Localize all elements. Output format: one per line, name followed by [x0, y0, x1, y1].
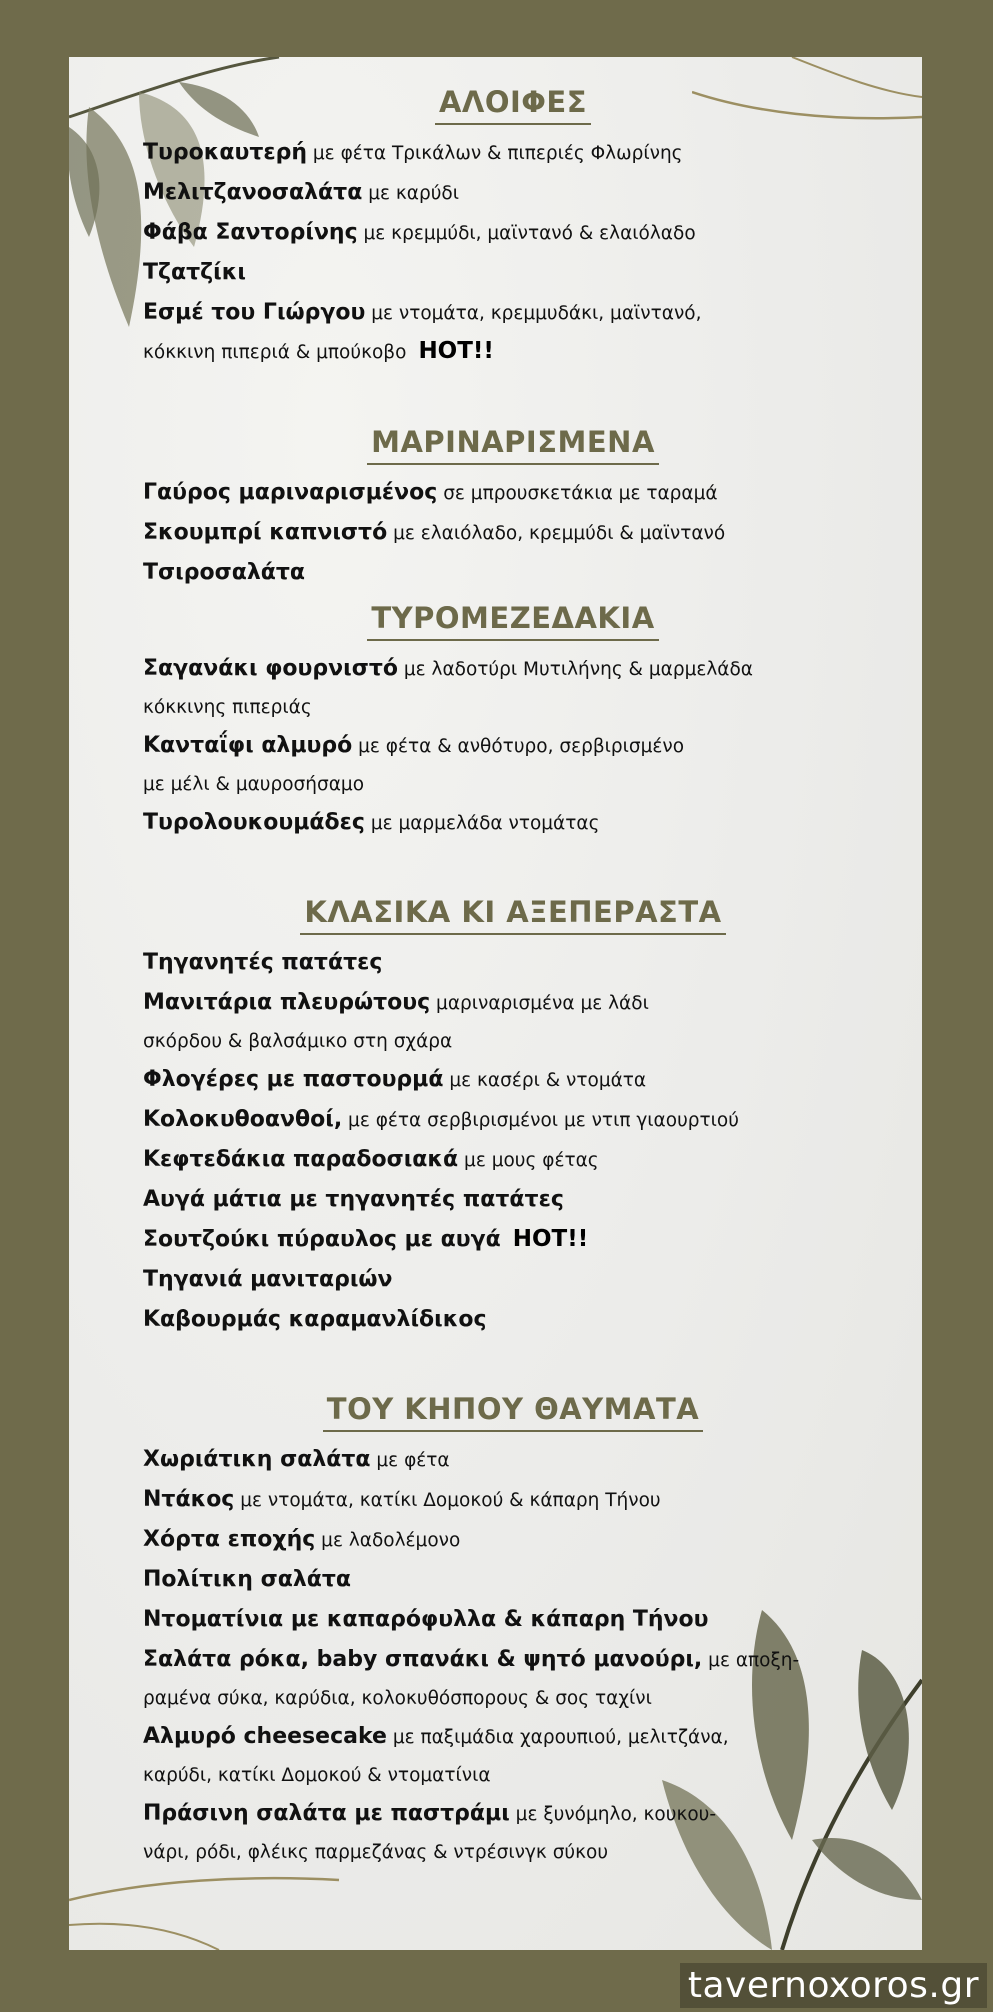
menu-item-description: με κασέρι & ντομάτα	[443, 1070, 647, 1091]
menu-item-name: Χόρτα εποχής	[143, 1527, 316, 1552]
menu-item-name: Σαγανάκι φουρνιστό	[143, 656, 398, 681]
menu-section	[143, 1392, 883, 1871]
menu-item	[143, 133, 883, 173]
menu-item	[143, 253, 883, 293]
menu-item	[143, 983, 883, 1060]
menu-section	[143, 601, 883, 843]
menu-item	[143, 943, 883, 983]
menu-item-name: Αλμυρό cheesecake	[143, 1724, 387, 1749]
menu-item-name: Πολίτικη σαλάτα	[143, 1567, 352, 1592]
menu-item-description-continued	[143, 333, 883, 371]
menu-item-description-continued	[143, 1834, 883, 1871]
menu-item-name: Εσμέ του Γιώργου	[143, 300, 366, 325]
menu-item-name: Πράσινη σαλάτα με παστράμι	[143, 1801, 510, 1826]
menu-item-description: με μους φέτας	[458, 1150, 599, 1171]
menu-item-description: σε μπρουσκετάκια με ταραμά	[437, 483, 718, 504]
menu-item-description: με καρύδι	[362, 183, 459, 204]
section-title-text: ΚΛΑΣΙΚΑ ΚΙ ΑΞΕΠΕΡΑΣΤΑ	[300, 895, 725, 935]
menu-item-description: μαριναρισμένα με λάδι	[430, 993, 649, 1014]
section-title	[143, 1392, 883, 1432]
menu-item-name: Ντάκος	[143, 1487, 235, 1512]
menu-paper	[69, 57, 922, 1950]
menu-item-description: με παξιμάδια χαρουπιού, μελιτζάνα,	[386, 1727, 729, 1748]
menu-item	[143, 513, 883, 553]
menu-list	[143, 85, 883, 1871]
menu-item	[143, 1260, 883, 1300]
menu-item-description-continued	[143, 1680, 883, 1717]
menu-item-description-continued-text: με μέλι & μαυροσήσαμο	[143, 774, 365, 795]
menu-item-name: Φλογέρες με παστουρμά	[143, 1067, 444, 1092]
menu-item-description: με ντομάτα, κρεμμυδάκι, μαϊντανό,	[365, 303, 702, 324]
menu-item-name: Καβουρμάς καραμανλίδικος	[143, 1307, 487, 1332]
menu-item-description: με κρεμμύδι, μαϊντανό & ελαιόλαδο	[357, 223, 696, 244]
menu-item-description-continued-text: καρύδι, κατίκι Δομοκού & ντοματίνια	[143, 1765, 491, 1786]
menu-item	[143, 473, 883, 513]
menu-item	[143, 1794, 883, 1871]
menu-item-name: Γαύρος μαριναρισμένος	[143, 480, 438, 505]
menu-item-name: Τυρολουκουμάδες	[143, 810, 365, 835]
menu-item-name: Κανταΐφι αλμυρό	[143, 733, 353, 758]
section-title	[143, 895, 883, 935]
menu-item-name: Αυγά μάτια με τηγανητές πατάτες	[143, 1187, 564, 1212]
site-watermark: tavernoxoros.gr	[680, 1963, 987, 2008]
menu-item	[143, 803, 883, 843]
menu-item-description: με φέτα	[370, 1450, 450, 1471]
menu-item-description-continued-text: ραμένα σύκα, καρύδια, κολοκυθόσπορους & σος ταχίνι	[143, 1688, 652, 1709]
menu-item-name: Σουτζούκι πύραυλος με αυγά	[143, 1227, 501, 1252]
menu-item	[143, 1220, 883, 1260]
section-title	[143, 601, 883, 641]
menu-item-description: με ξυνόμηλο, κουκου-	[509, 1804, 717, 1825]
hot-badge: HOT!!	[512, 1226, 589, 1252]
menu-item	[143, 173, 883, 213]
menu-item-description: με φέτα σερβιρισμένοι με ντιπ γιαουρτιού	[342, 1110, 739, 1131]
menu-item-name: Μανιτάρια πλευρώτους	[143, 990, 431, 1015]
menu-item	[143, 553, 883, 593]
menu-item-name: Τσιροσαλάτα	[143, 560, 306, 585]
menu-item	[143, 1060, 883, 1100]
menu-item-description-continued-text: νάρι, ρόδι, φλέικς παρμεζάνας & ντρέσινγκ σύκου	[143, 1842, 609, 1863]
menu-item-description: με ελαιόλαδο, κρεμμύδι & μαϊντανό	[387, 523, 726, 544]
menu-item-description: με αποξη-	[702, 1650, 800, 1671]
menu-item-description-continued-text: κόκκινη πιπεριά & μπούκοβο	[143, 342, 407, 363]
menu-item	[143, 1100, 883, 1140]
menu-item	[143, 1300, 883, 1340]
menu-item	[143, 1140, 883, 1180]
menu-item-name: Κεφτεδάκια παραδοσιακά	[143, 1147, 459, 1172]
menu-section	[143, 85, 883, 371]
menu-item	[143, 1717, 883, 1794]
menu-item-description-continued	[143, 689, 883, 726]
menu-item-name: Σαλάτα ρόκα, baby σπανάκι & ψητό μανούρι,	[143, 1647, 703, 1672]
menu-item	[143, 213, 883, 253]
menu-item-name: Τυροκαυτερή	[143, 140, 308, 165]
section-title-text: ΤΟΥ ΚΗΠΟΥ ΘΑΥΜΑΤΑ	[323, 1392, 703, 1432]
section-title-text: ΜΑΡΙΝΑΡΙΣΜΕΝΑ	[367, 425, 659, 465]
menu-item-description: με μαρμελάδα ντομάτας	[364, 813, 600, 834]
menu-item	[143, 1640, 883, 1717]
menu-item-name: Τηγανιά μανιταριών	[143, 1267, 393, 1292]
section-title-text: ΤΥΡΟΜΕΖΕΔΑΚΙΑ	[367, 601, 658, 641]
section-title	[143, 425, 883, 465]
menu-item-name: Τζατζίκι	[143, 260, 246, 285]
menu-item	[143, 726, 883, 803]
menu-item	[143, 649, 883, 726]
menu-item-name: Σκουμπρί καπνιστό	[143, 520, 388, 545]
menu-item	[143, 1600, 883, 1640]
menu-item-description-continued-text: σκόρδου & βαλσάμικο στη σχάρα	[143, 1031, 453, 1052]
menu-item-description-continued	[143, 1023, 883, 1060]
menu-item	[143, 1520, 883, 1560]
menu-item-name: Μελιτζανοσαλάτα	[143, 180, 363, 205]
menu-item-description: με φέτα & ανθότυρο, σερβιρισμένο	[352, 736, 685, 757]
menu-item-name: Φάβα Σαντορίνης	[143, 220, 358, 245]
section-title	[143, 85, 883, 125]
menu-item	[143, 1180, 883, 1220]
menu-item-name: Κολοκυθοανθοί,	[143, 1107, 343, 1132]
menu-item	[143, 1480, 883, 1520]
section-title-text: ΑΛΟΙΦΕΣ	[435, 85, 591, 125]
menu-item	[143, 1560, 883, 1600]
menu-section	[143, 425, 883, 593]
menu-item	[143, 1440, 883, 1480]
menu-item-description: με λαδοτύρι Μυτιλήνης & μαρμελάδα	[397, 659, 753, 680]
menu-item-description-continued-text: κόκκινης πιπεριάς	[143, 697, 312, 718]
menu-item-description-continued	[143, 1757, 883, 1794]
menu-item-description: με ντομάτα, κατίκι Δομοκού & κάπαρη Τήνου	[234, 1490, 661, 1511]
menu-item-description: με φέτα Τρικάλων & πιπεριές Φλωρίνης	[307, 143, 683, 164]
menu-section	[143, 895, 883, 1340]
menu-item-description-continued	[143, 766, 883, 803]
menu-item-name: Ντοματίνια με καπαρόφυλλα & κάπαρη Τήνου	[143, 1607, 709, 1632]
menu-item-name: Τηγανητές πατάτες	[143, 950, 383, 975]
menu-item-description: με λαδολέμονο	[315, 1530, 461, 1551]
menu-item-name: Χωριάτικη σαλάτα	[143, 1447, 371, 1472]
hot-badge: HOT!!	[418, 338, 494, 364]
menu-item	[143, 293, 883, 371]
